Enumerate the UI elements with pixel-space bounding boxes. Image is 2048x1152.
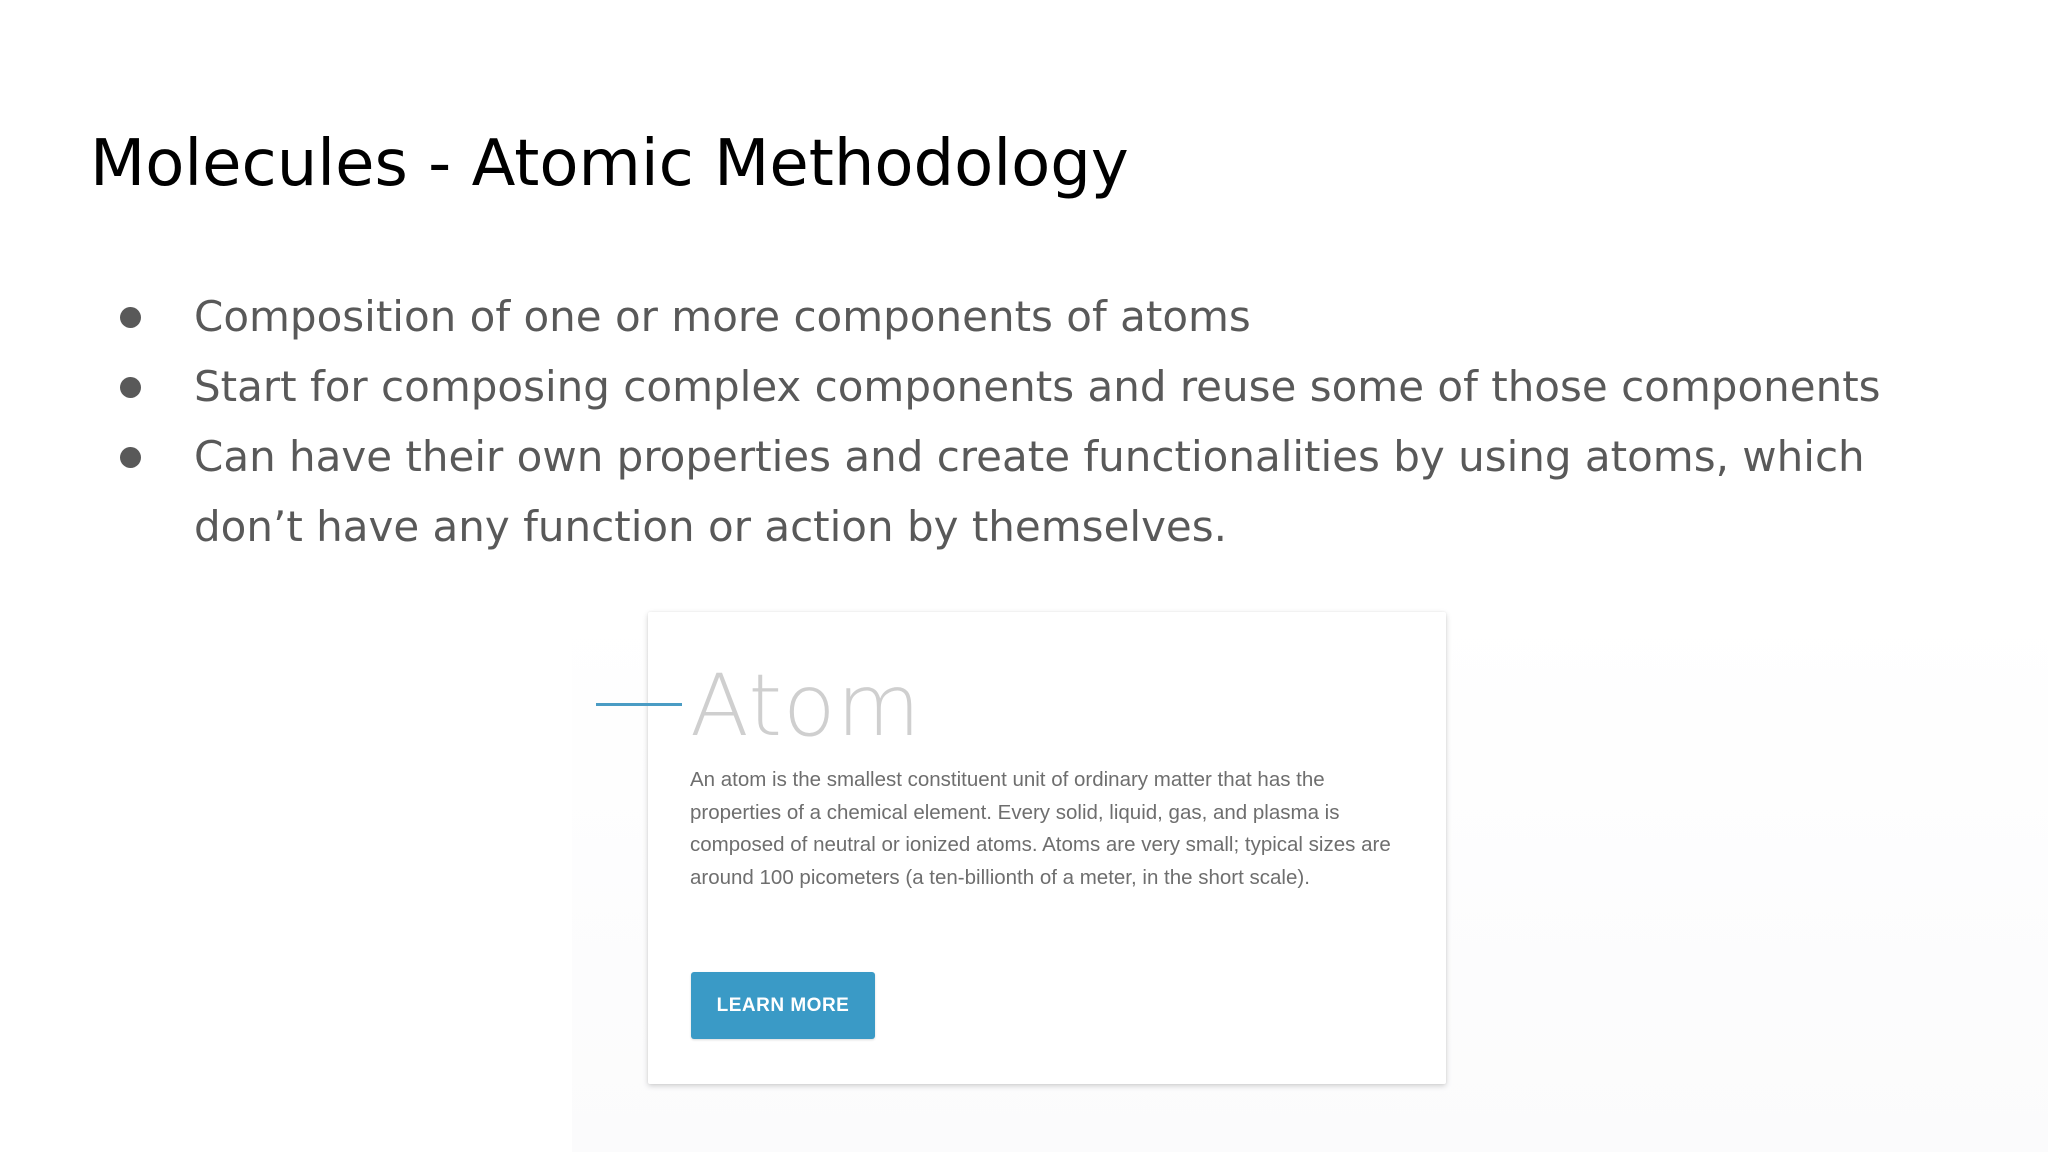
bullet-text: Start for composing complex components and reuse some of those components <box>194 362 1881 411</box>
bullet-dot-icon <box>120 377 141 398</box>
slide-title: Molecules - Atomic Methodology <box>90 127 1129 201</box>
bullet-item <box>112 352 1962 422</box>
bullet-item <box>112 282 1962 352</box>
bullet-text: Composition of one or more components of atoms <box>194 292 1251 341</box>
bullet-dot-icon <box>120 307 141 328</box>
bullet-item <box>112 422 1962 562</box>
learn-more-button[interactable]: LEARN MORE <box>691 972 875 1039</box>
bullet-list <box>112 282 1962 562</box>
card-title: Atom <box>690 656 922 756</box>
bullet-text: Can have their own properties and create functionalities by using atoms, which don’t have any function or action by themselves. <box>194 432 1865 551</box>
accent-line <box>596 703 682 706</box>
card-description: An atom is the smallest constituent unit of ordinary matter that has the properties of a chemical element. Every solid, liquid, gas, and plasma is composed of neutral or ionized atoms. Atoms are very small; typical sizes are around 100 picometers (a ten-billionth of a meter, in the short scale). <box>690 768 1391 890</box>
bullet-dot-icon <box>120 447 141 468</box>
